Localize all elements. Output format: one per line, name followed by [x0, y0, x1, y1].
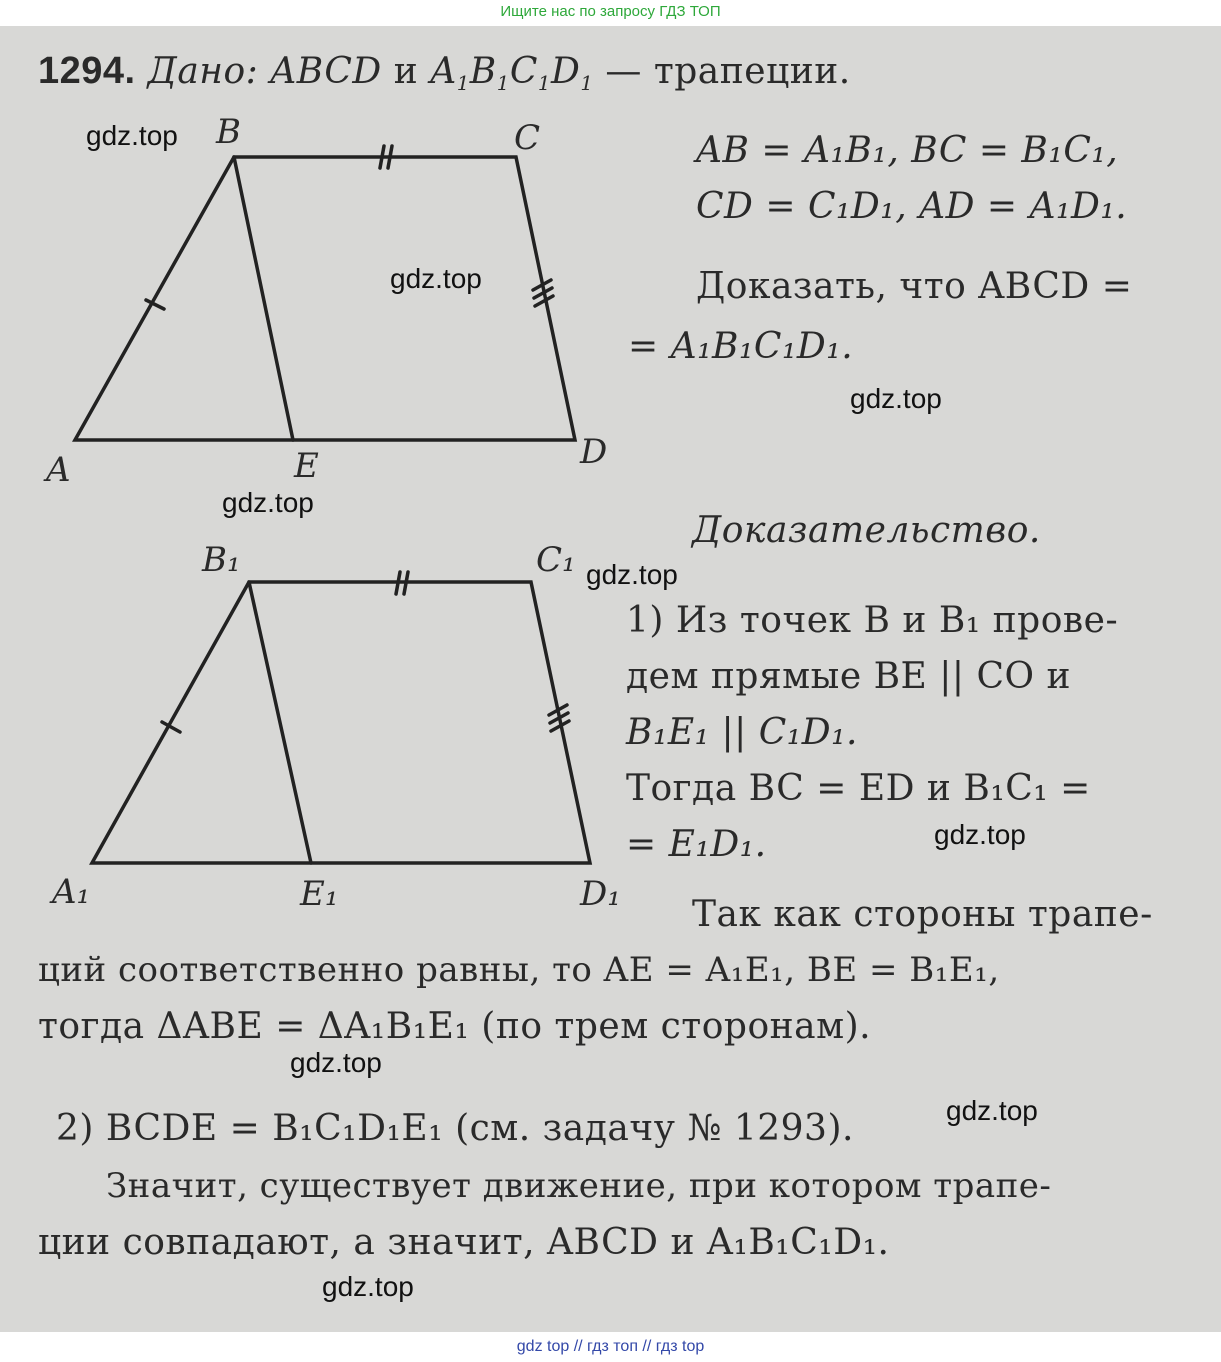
fig1-label-c: C — [514, 118, 541, 158]
fig1-label-e: E — [294, 446, 319, 486]
tick-bc-1 — [380, 146, 384, 168]
prove-line-1: Доказать, что ABCD = — [696, 266, 1133, 307]
fig2-label-d1: D₁ — [580, 874, 621, 914]
tick-b1c1-2 — [404, 572, 408, 594]
problem-header — [38, 50, 851, 93]
fig2-label-e1: E₁ — [300, 874, 339, 914]
watermark-3: gdz.top — [850, 383, 942, 414]
footer-text: gdz top // гдз топ // гдз top — [516, 1338, 705, 1355]
watermark-1: gdz.top — [86, 120, 178, 151]
proof-step1-line3: B₁E₁ || C₁D₁. — [626, 712, 858, 753]
problem-number: 1294. — [38, 50, 136, 92]
fig1-label-d: D — [580, 432, 608, 472]
fig2-label-b1: B₁ — [202, 540, 241, 580]
condition-line-1: AB = A₁B₁, BC = B₁C₁, — [696, 130, 1119, 171]
proof-step1-line8: тогда ΔABE = ΔA₁B₁E₁ (по трем сторонам). — [38, 1006, 872, 1047]
tick-b1c1-1 — [396, 572, 400, 594]
conclusion-line-1: Значит, существует движение, при котором трапе- — [106, 1166, 1052, 1206]
conclusion-line-2: ции совпадают, а значит, ABCD и A₁B₁C₁D₁. — [38, 1222, 890, 1263]
given-abcd: ABCD — [270, 51, 382, 92]
proof-step1-line2: дем прямые BE || CO и — [626, 656, 1071, 697]
proof-step1-line6: Так как стороны трапе- — [692, 894, 1153, 935]
fig2-label-a1: A₁ — [52, 872, 91, 912]
trapezoid-abcd — [75, 146, 575, 440]
tick-bc-2 — [388, 146, 392, 168]
banner-text: Ищите нас по запросу ГДЗ ТОП — [500, 3, 721, 20]
prove-line-2: = A₁B₁C₁D₁. — [628, 326, 854, 367]
given-a1b1c1d1: $A_1B_1C_1D_1$ — [430, 51, 594, 95]
segment-be — [234, 157, 293, 440]
watermark-4: gdz.top — [222, 487, 314, 518]
proof-step1-line1: 1) Из точек B и B₁ прове- — [626, 600, 1119, 641]
proof-step2: 2) BCDE = B₁C₁D₁E₁ (см. задачу № 1293). — [56, 1108, 854, 1149]
proof-heading: Доказательство. — [692, 510, 1041, 551]
watermark-5: gdz.top — [586, 559, 678, 590]
proof-step1-line4: Тогда BC = ED и B₁C₁ = — [626, 768, 1091, 809]
watermark-6: gdz.top — [934, 819, 1026, 850]
watermark-9: gdz.top — [322, 1271, 414, 1302]
proof-step1-line7: ций соответственно равны, то AE = A₁E₁, BE = B₁E₁, — [38, 950, 1000, 990]
proof-step1-line5: = E₁D₁. — [626, 824, 767, 865]
trapezoid-a1b1c1d1 — [92, 572, 590, 863]
watermark-2: gdz.top — [390, 263, 482, 294]
fig1-label-a: A — [46, 450, 71, 490]
fig1-label-b: B — [216, 112, 241, 152]
condition-line-2: CD = C₁D₁, AD = A₁D₁. — [696, 186, 1128, 227]
watermark-7: gdz.top — [290, 1047, 382, 1078]
footer-links[interactable] — [0, 1332, 1221, 1362]
segment-b1e1 — [249, 582, 311, 863]
fig2-label-c1: C₁ — [536, 540, 576, 580]
trapezoid-abcd-outline — [75, 157, 575, 440]
given-and: и — [393, 51, 419, 92]
given-tail: — трапеции. — [605, 51, 851, 92]
watermark-8: gdz.top — [946, 1095, 1038, 1126]
given-label: Дано: — [147, 51, 259, 92]
trapezoid-a1b1c1d1-outline — [92, 582, 590, 863]
